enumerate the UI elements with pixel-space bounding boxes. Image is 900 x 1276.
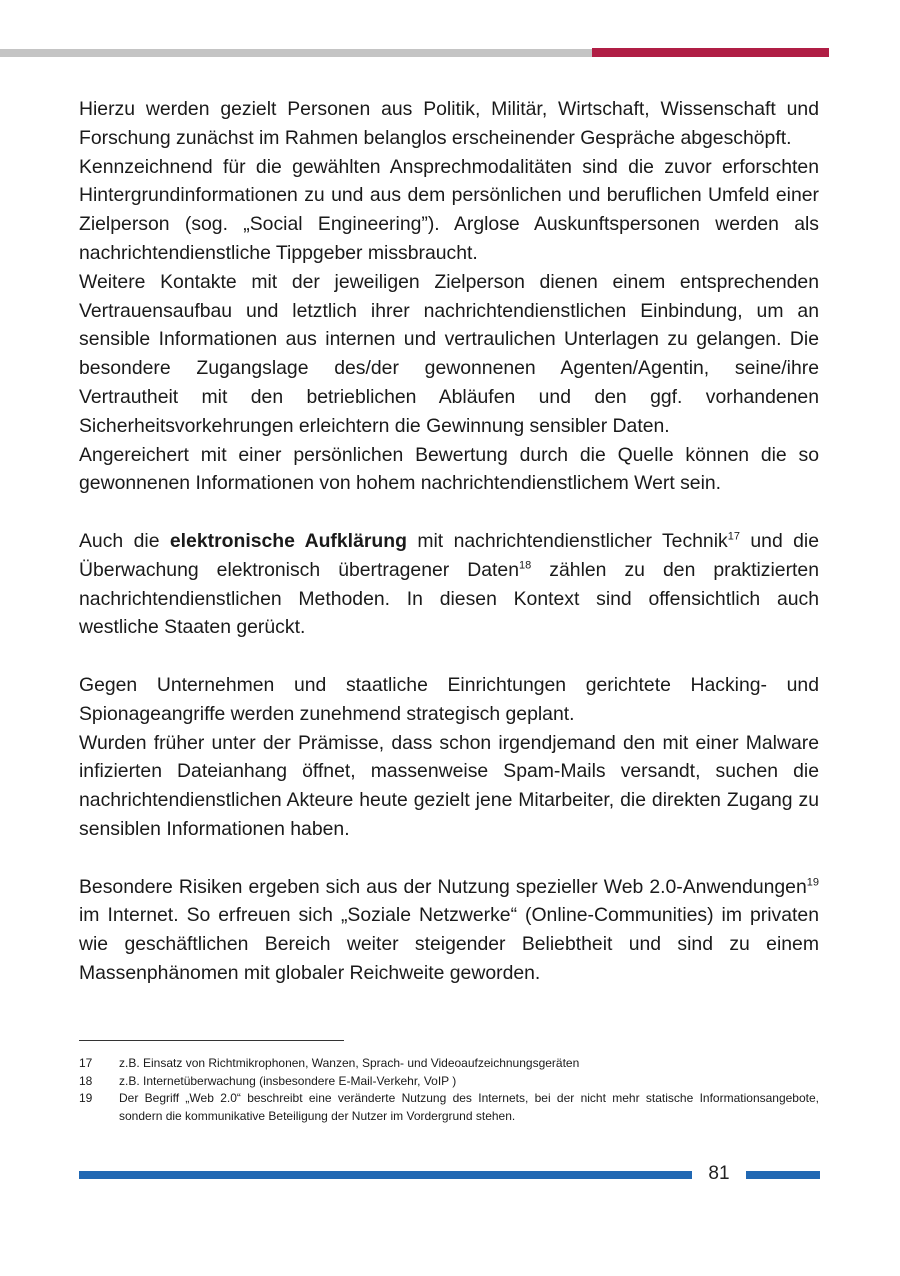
paragraph-8 — [79, 873, 819, 988]
page-number: 81 — [708, 1163, 730, 1184]
paragraph-2: Kennzeichnend für die gewählten Ansprechmodalitäten sind die zuvor erforschten Hintergrundinformationen zu und aus dem persönlichen und beruflichen Umfeld einer Zielperson (sog. „Social Engineering”). Arglose Auskunftspersonen werden als nachrichtendienstliche Tippgeber missbraucht. — [79, 155, 819, 264]
paragraph-6: Gegen Unternehmen und staatliche Einrichtungen gerichtete Hacking- und Spionageangriffe werden zunehmend strategisch geplant. — [79, 673, 819, 725]
paragraph-5-text-2: mit nachrichtendienstlicher Technik — [406, 529, 728, 552]
paragraph-5 — [79, 527, 819, 642]
paragraph-8-text-1: Besondere Risiken ergeben sich aus der Nutzung spezieller Web 2.0-Anwendungen — [79, 875, 807, 898]
body-text — [79, 95, 819, 988]
footnote-18 — [79, 1073, 819, 1091]
footnote-text: z.B. Einsatz von Richtmikrophonen, Wanzen, Sprach- und Videoaufzeichnungsgeräten — [119, 1056, 580, 1070]
footnote-17 — [79, 1055, 819, 1073]
footer-bar-right — [746, 1171, 820, 1179]
paragraph-5-text-1: Auch die — [79, 529, 170, 552]
footnote-divider — [79, 1040, 344, 1041]
footnote-text: z.B. Internetüberwachung (insbesondere E-Mail-Verkehr, VoIP ) — [119, 1073, 457, 1088]
footnotes — [79, 1055, 819, 1125]
footnote-ref-19: 19 — [806, 876, 819, 889]
paragraph-5-text-4: zählen zu den praktizierten nachrichtendienstlichen Methoden. In diesen Kontext sind offensichtlich auch westliche Staaten gerückt. — [79, 558, 820, 639]
footnote-number: 17 — [79, 1056, 93, 1070]
footnote-text: Der Begriff „Web 2.0“ beschreibt eine veränderte Nutzung des Internets, bei der nicht mehr statische Informationsangebote, sondern die kommunikative Beteiligung der Nutzer im Vordergrund stehen. — [119, 1091, 819, 1123]
footnote-number: 19 — [79, 1091, 93, 1105]
paragraph-1: Hierzu werden gezielt Personen aus Politik, Militär, Wirtschaft, Wissenschaft und Forschung zunächst im Rahmen belanglos erscheinender Gespräche abgeschöpft. — [79, 98, 819, 149]
paragraph-8-text-2: im Internet. So erfreuen sich „Soziale Netzwerke“ (Online-Communities) im privaten wie geschäftlichen Bereich weiter steigender Beliebtheit und sind zu einem Massenphänomen mit globaler Reichweite geworden. — [79, 904, 819, 984]
paragraph-4: Angereichert mit einer persönlichen Bewertung durch die Quelle können die so gewonnenen Informationen von hohem nachrichtendienstlichem Wert sein. — [79, 443, 819, 495]
paragraph-7: Wurden früher unter der Prämisse, dass schon irgendjemand den mit einer Malware infizierten Dateianhang öffnet, massenweise Spam-Mails versandt, suchen die nachrichtendienstlichen Akteure heute gezielt jene Mitarbeiter, die direkten Zugang zu sensiblen Informationen haben. — [79, 731, 819, 840]
header-bar-grey — [0, 49, 592, 57]
paragraph-5-text-3: und die Überwachung elektronisch übertragener Daten — [79, 529, 819, 581]
paragraph-3: Weitere Kontakte mit der jeweiligen Zielperson dienen einem entsprechenden Vertrauensaufbau und letztlich ihrer nachrichtendienstlichen Einbindung, um an sensible Informationen aus internen und vertraulichen Unterlagen zu gelangen. Die besondere Zugangslage des/der gewonnenen Agenten/Agentin, seine/ihre Vertrautheit mit den betrieblichen Abläufen und den ggf. vorhandenen Sicherheitsvorkehrungen erleichtern die Gewinnung sensibler Daten. — [79, 270, 819, 437]
footnote-ref-18: 18 — [519, 559, 532, 572]
paragraph-5-bold-term: elektronische Aufklärung — [169, 529, 407, 552]
footnote-19 — [79, 1090, 819, 1125]
footnote-ref-17: 17 — [727, 530, 740, 543]
header-bar-accent — [592, 48, 829, 57]
footnote-number: 18 — [79, 1073, 93, 1088]
footer-bar-left — [79, 1171, 692, 1179]
